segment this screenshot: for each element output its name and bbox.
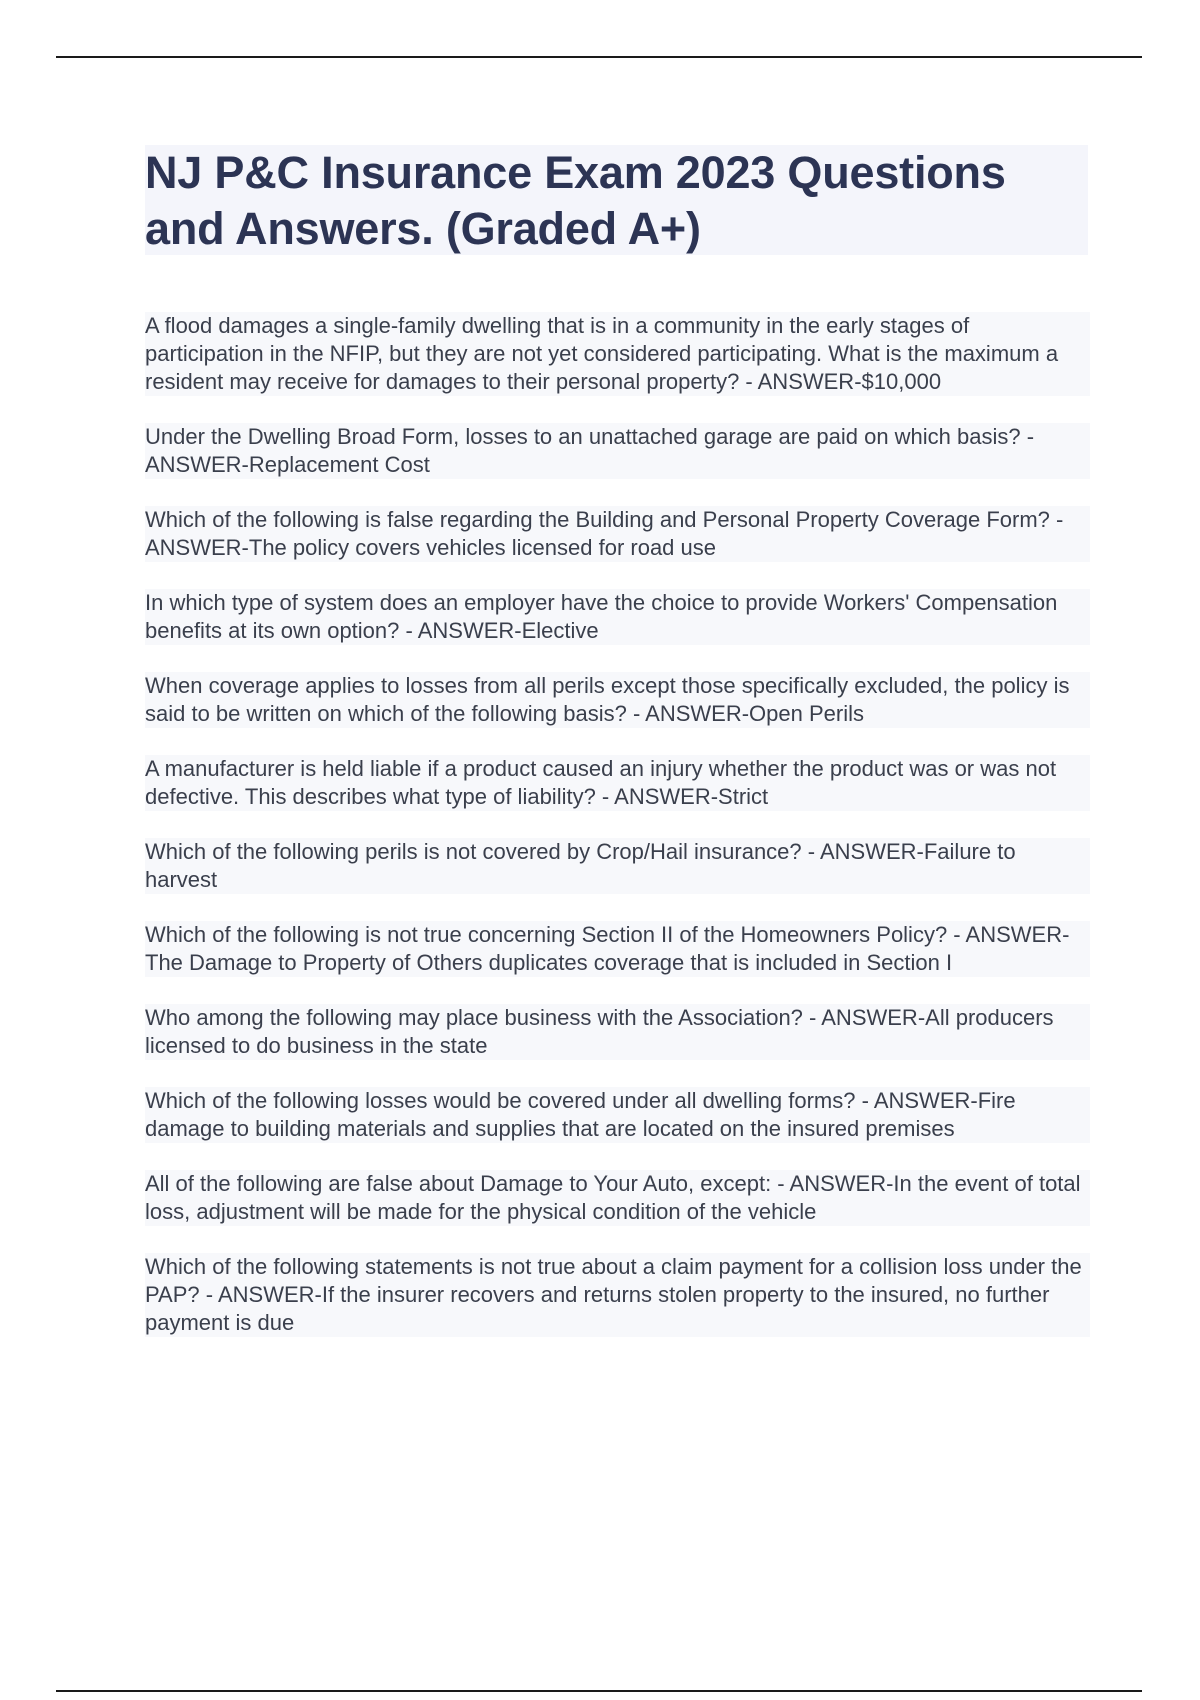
qa-text: Which of the following is false regarding the Building and Personal Property Coverage Form? - ANSWER-The policy covers vehicles licensed for road use [145,507,1064,560]
qa-text: Which of the following losses would be covered under all dwelling forms? - ANSWER-Fire damage to building materials and supplies that are located on the insured premises [145,1088,1016,1141]
qa-text: A flood damages a single-family dwelling that is in a community in the early stages of participation in the NFIP, but they are not yet considered participating. What is the maximum a resident may receive for damages to their personal property? - ANSWER-$10,000 [145,313,1059,394]
qa-item [145,838,1090,894]
bottom-rule [56,1690,1142,1692]
qa-item [145,1004,1090,1060]
qa-item [145,423,1090,479]
qa-item [145,921,1090,977]
qa-list [145,312,1090,1364]
document-title: NJ P&C Insurance Exam 2023 Questions and Answers. (Graded A+) [145,147,1006,254]
qa-text: All of the following are false about Damage to Your Auto, except: - ANSWER-In the event of total loss, adjustment will be made for the physical condition of the vehicle [145,1171,1081,1224]
qa-text: In which type of system does an employer have the choice to provide Workers' Compensation benefits at its own option? - ANSWER-Elective [145,590,1058,643]
qa-item [145,1253,1090,1337]
qa-text: Who among the following may place business with the Association? - ANSWER-All producers licensed to do business in the state [145,1005,1054,1058]
qa-text: Which of the following is not true concerning Section II of the Homeowners Policy? - ANSWER-The Damage to Property of Others duplicates coverage that is included in Section I [145,922,1070,975]
qa-item [145,672,1090,728]
qa-text: When coverage applies to losses from all perils except those specifically excluded, the policy is said to be written on which of the following basis? - ANSWER-Open Perils [145,673,1070,726]
title-block [145,145,1088,255]
qa-text: Which of the following perils is not covered by Crop/Hail insurance? - ANSWER-Failure to harvest [145,839,1016,892]
qa-item [145,589,1090,645]
top-rule [56,56,1142,58]
qa-item [145,755,1090,811]
qa-text: Under the Dwelling Broad Form, losses to an unattached garage are paid on which basis? - ANSWER-Replacement Cost [145,424,1035,477]
qa-item [145,1170,1090,1226]
qa-item [145,1087,1090,1143]
qa-text: A manufacturer is held liable if a product caused an injury whether the product was or was not defective. This describes what type of liability? - ANSWER-Strict [145,756,1057,809]
qa-text: Which of the following statements is not true about a claim payment for a collision loss under the PAP? - ANSWER-If the insurer recovers and returns stolen property to the insured, no further payment is due [145,1254,1082,1335]
qa-item [145,312,1090,396]
qa-item [145,506,1090,562]
